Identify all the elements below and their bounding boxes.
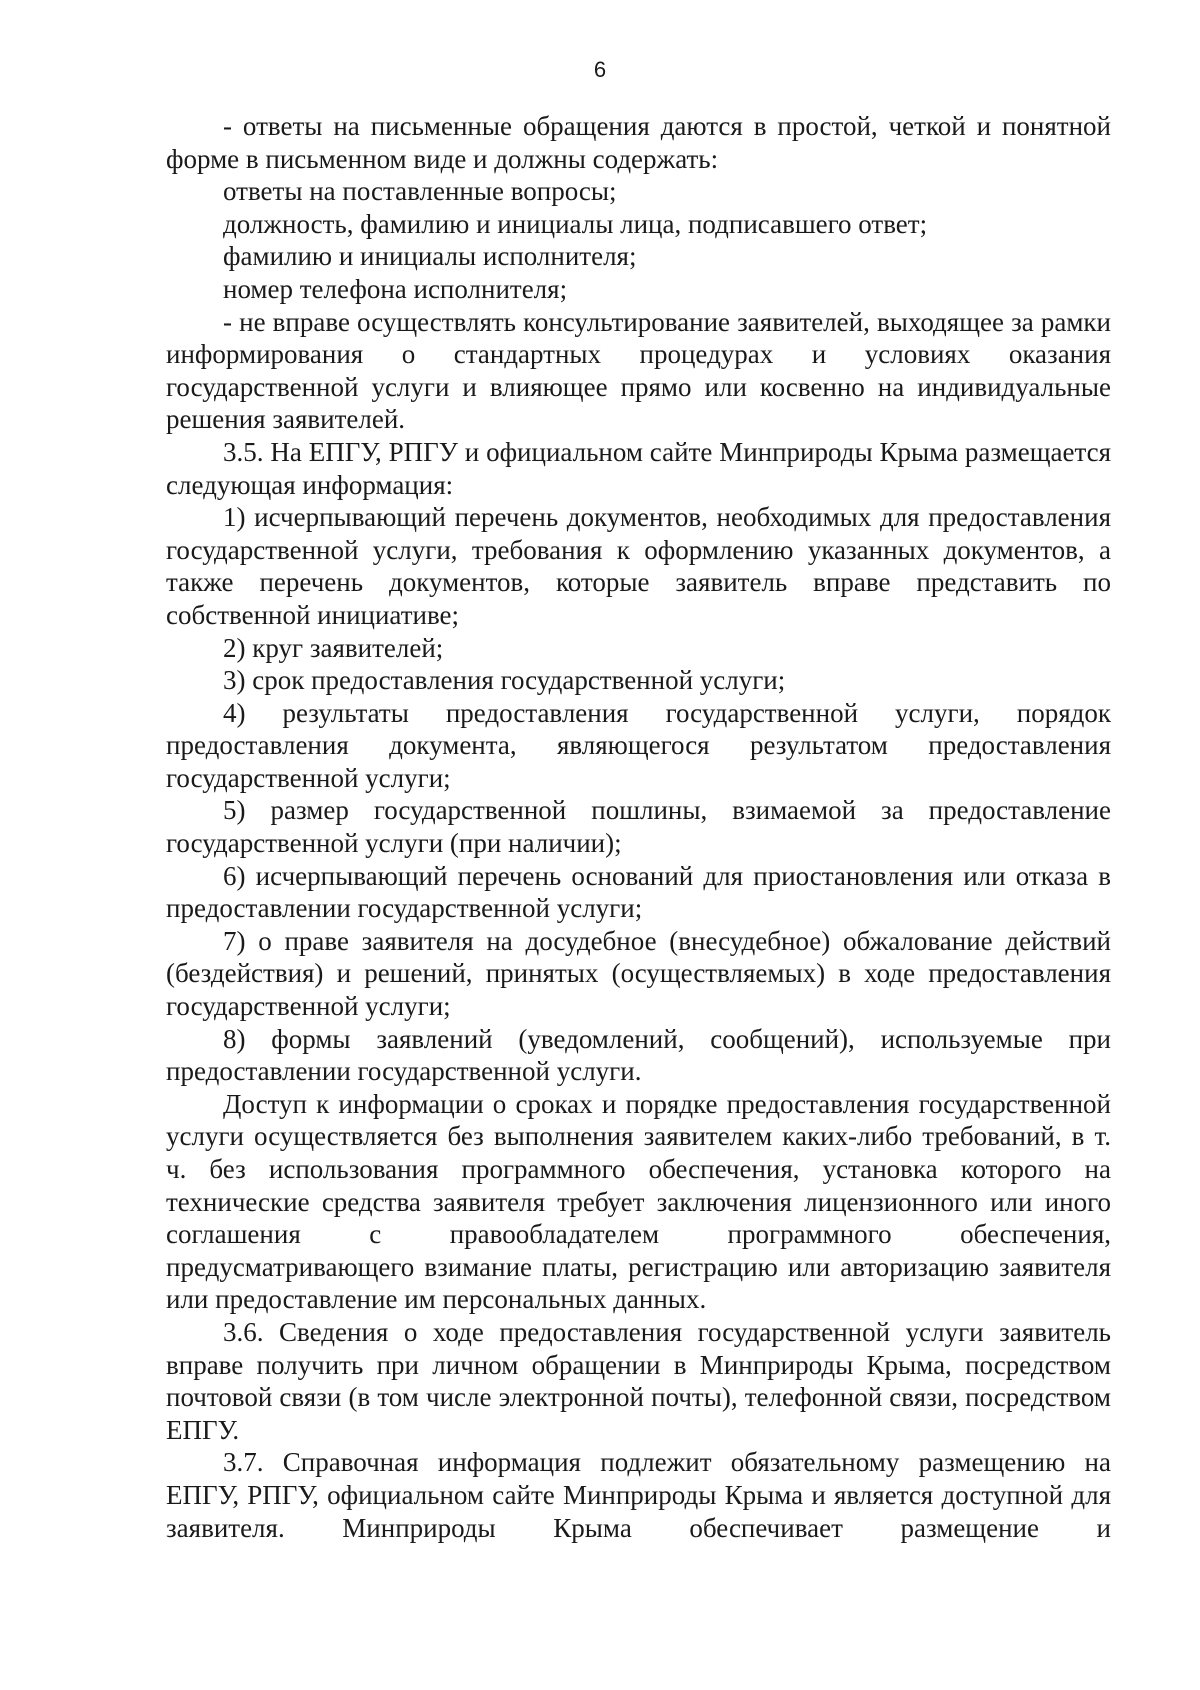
paragraph-consulting-limit: - не вправе осуществлять консультирование заявителей, выходящее за рамки информирования о стандартных процедурах и условиях оказания государственной услуги и влияющее прямо или косвенно на индивидуальные решения заявителей. (166, 306, 1111, 435)
list-item-3-term: 3) срок предоставления государственной услуги; (223, 665, 786, 696)
list-item-2-applicants: 2) круг заявителей; (223, 632, 444, 663)
list-item-executor-phone: номер телефона исполнителя; (223, 273, 568, 304)
paragraph-3-6: 3.6. Сведения о ходе предоставления государственной услуги заявитель вправе получить при личном обращении в Минприроды Крыма, посредством почтовой связи (в том числе электронной почты), телефонной связи, посредством ЕПГУ. (166, 1316, 1111, 1445)
document-body (166, 110, 1111, 1544)
list-item-6-grounds: 6) исчерпывающий перечень оснований для приостановления или отказа в предоставлении государственной услуги; (166, 860, 1111, 924)
page-number: 6 (593, 57, 607, 82)
paragraph-responses-form: - ответы на письменные обращения даются в простой, четкой и понятной форме в письменном виде и должны содержать: (166, 111, 1111, 174)
list-item-8-forms: 8) формы заявлений (уведомлений, сообщений), используемые при предоставлении государственной услуги. (166, 1023, 1111, 1087)
paragraph-3-7: 3.7. Справочная информация подлежит обязательному размещению на ЕПГУ, РПГУ, официальном сайте Минприроды Крыма и является доступной для заявителя. Минприроды Крыма обеспечивает размещение и (166, 1447, 1111, 1543)
paragraph-3-5: 3.5. На ЕПГУ, РПГУ и официальном сайте Минприроды Крыма размещается следующая информация: (166, 436, 1111, 500)
list-item-position-signer: должность, фамилию и инициалы лица, подписавшего ответ; (223, 208, 928, 239)
list-item-executor-name: фамилию и инициалы исполнителя; (223, 241, 637, 272)
list-item-7-appeal: 7) о праве заявителя на досудебное (внесудебное) обжалование действий (бездействия) и решений, принятых (осуществляемых) в ходе предоставления государственной услуги; (166, 925, 1111, 1022)
list-item-5-fee: 5) размер государственной пошлины, взимаемой за предоставление государственной услуги (при наличии); (166, 795, 1111, 859)
list-item-1-documents: 1) исчерпывающий перечень документов, необходимых для предоставления государственной услуги, требования к оформлению указанных документов, а также перечень документов, которые заявитель вправе представить по собственной инициативе; (166, 502, 1111, 630)
list-item-4-results: 4) результаты предоставления государственной услуги, порядок предоставления документа, являющегося результатом предоставления государственной услуги; (166, 697, 1111, 793)
paragraph-access: Доступ к информации о сроках и порядке предоставления государственной услуги осуществляется без выполнения заявителем каких-либо требований, в т. ч. без использования программного обеспечения, установка которого на технические средства заявителя требует заключения лицензионного или иного соглашения с правообладателем программного обеспечения, предусматривающего взимание платы, регистрацию или авторизацию заявителя или предоставление им персональных данных. (166, 1088, 1111, 1315)
list-item-answers: ответы на поставленные вопросы; (223, 176, 617, 207)
